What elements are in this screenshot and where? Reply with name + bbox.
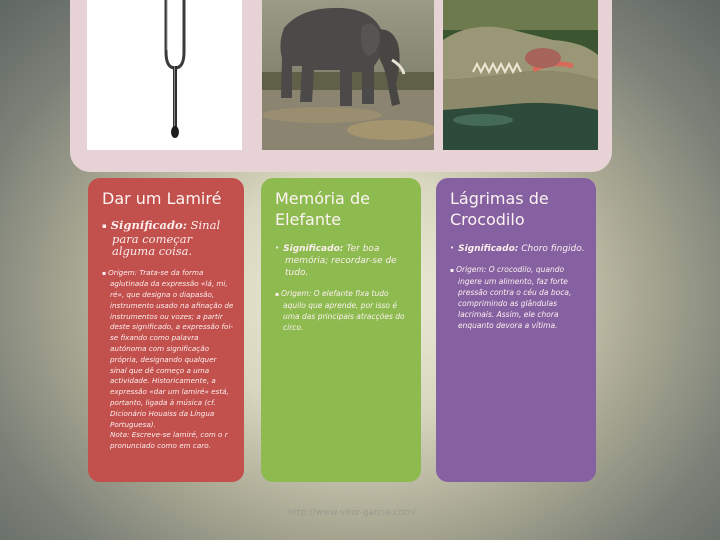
- origem-value: O elefante fixa tudo aquilo que aprende, por isso é uma das principais atracções do circo.: [283, 289, 405, 332]
- significado-label: Significado:: [110, 218, 187, 232]
- card-title: Memória de Elefante: [275, 189, 370, 229]
- significado-text: [450, 242, 586, 255]
- origem-label: Origem:: [108, 267, 138, 277]
- significado-value: Sinal para começar alguma coisa.: [112, 218, 221, 258]
- card-memoria-de-elefante: [261, 178, 421, 482]
- card-dar-um-lamire: [88, 178, 244, 482]
- significado-value: Choro fingido.: [521, 244, 585, 254]
- card-lagrimas-de-crocodilo: [436, 178, 596, 482]
- origem-text: [275, 289, 411, 334]
- bullet-icon: ▪: [102, 269, 107, 277]
- nota-text: Nota: Escreve-se lamiré, com o r pronunciado como em caro.: [110, 430, 228, 451]
- bullet-icon: •: [275, 244, 280, 252]
- bullet-icon: •: [450, 244, 455, 252]
- origem-label: Origem:: [281, 289, 312, 298]
- origem-value: O crocodilo, quando ingere um alimento, faz forte pressão contra o céu da boca, comprimindo as glândulas lacrimais. Assim, ele chora enquanto devora a vítima.: [458, 265, 572, 330]
- origem-label: Origem:: [456, 265, 487, 274]
- significado-value: Ter boa memória; recordar-se de tudo.: [285, 244, 397, 278]
- crocodile-image: [443, 0, 598, 150]
- bullet-icon: ▪: [450, 267, 455, 274]
- tuning-fork-image: [87, 0, 242, 150]
- footer-url[interactable]: http://www.vitor-garcia.com/: [288, 508, 416, 518]
- elephant-image: [262, 0, 434, 150]
- card-title: Lágrimas de Crocodilo: [450, 189, 549, 229]
- origem-value: Trata-se da forma aglutinada da expressão «lá, mi, ré», que designa o diapasão, instrumento usado na afinação de instrumentos ou vozes; a partir deste significado, a expressão foi-se fixando como palavra autónoma com significação própria, designando qualquer sinal que dê começo a uma actividade. Historicamente, a expressão «dar um lamiré» está, portanto, ligada à música (cf. Dicionário Houaiss da Língua Portuguesa).: [110, 267, 234, 429]
- card-title: Dar um Lamiré: [102, 189, 222, 208]
- significado-text: [275, 242, 411, 279]
- bullet-icon: ▪: [102, 222, 107, 230]
- significado-text: [102, 219, 234, 258]
- significado-label: Significado:: [283, 244, 344, 254]
- origem-text: [450, 265, 586, 331]
- origem-text: [102, 268, 234, 453]
- bullet-icon: ▪: [275, 291, 280, 298]
- significado-label: Significado:: [458, 244, 519, 254]
